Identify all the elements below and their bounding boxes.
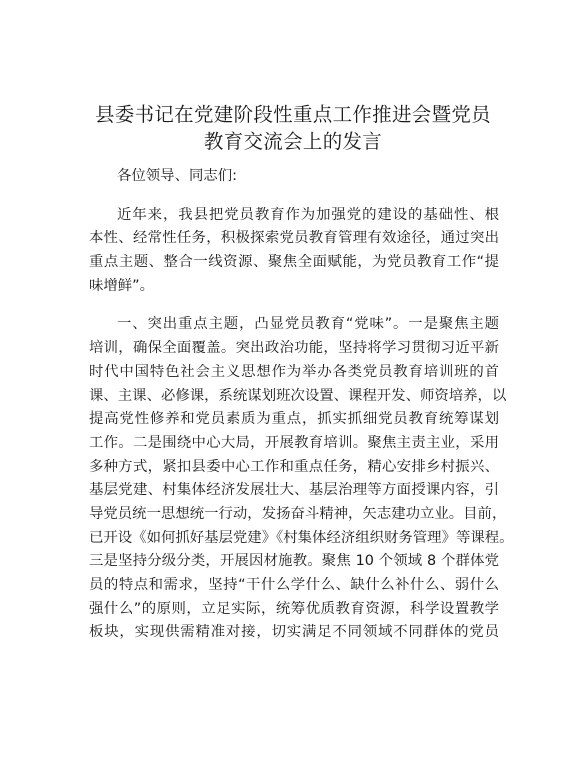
paragraph-2-line-11: 三是坚持分级分类，开展因材施教。聚焦 10 个领域 8 个群体党 (89, 553, 499, 570)
paragraph-gap (89, 298, 499, 313)
paragraph-gap (89, 189, 499, 204)
paragraph-2-line-2: 培训，确保全面覆盖。突出政治功能，坚持将学习贯彻习近平新 (89, 340, 499, 357)
paragraph-2-line-7: 多种方式，紧扣县委中心工作和重点任务，精心安排乡村振兴、 (89, 458, 499, 475)
title-line-1: 县委书记在党建阶段性重点工作推进会暨党员 (94, 103, 491, 126)
salutation: 各位领导、同志们: (117, 168, 237, 184)
document-body (89, 165, 514, 645)
paragraph-2-line-3: 时代中国特色社会主义思想作为举办各类党员教育培训班的首 (89, 363, 499, 380)
paragraph-1-line-4: 味增鲜”。 (89, 277, 155, 294)
paragraph-2-line-8: 基层党建、村集体经济发展壮大、基层治理等方面授课内容，引 (89, 482, 499, 499)
paragraph-1-line-2: 本性、经常性任务，积极探索党员教育管理有效途径，通过突出 (89, 230, 499, 247)
document-title (82, 101, 504, 155)
paragraph-2-line-6: 工作。二是围绕中心大局，开展教育培训。聚焦主责主业，采用 (89, 434, 499, 451)
paragraph-2-line-5: 提高党性修养和党员素质为重点，抓实抓细党员教育统筹谋划 (89, 411, 499, 428)
paragraph-1-line-3: 重点主题、整合一线资源、聚焦全面赋能，为党员教育工作“提 (89, 254, 499, 271)
paragraph-2-line-13: 强什么”的原则，立足实际，统筹优质教育资源，科学设置教学 (89, 600, 499, 617)
paragraph-2-line-12: 员的特点和需求，坚持“干什么学什么、缺什么补什么、弱什么 (89, 577, 499, 593)
paragraph-2-line-10: 已开设《如何抓好基层党建》《村集体经济组织财务管理》等课程。 (89, 529, 514, 546)
paragraph-2 (89, 313, 514, 645)
paragraph-2-line-1: 一、突出重点主题，凸显党员教育“党味”。一是聚焦主题 (117, 316, 499, 333)
paragraph-2-line-14: 板块，实现供需精准对接，切实满足不同领域不同群体的党员 (89, 624, 499, 641)
title-line-2: 教育交流会上的发言 (203, 130, 383, 153)
paragraph-2-line-4: 课、主课、必修课，系统谋划班次设置、课程开发、师资培养，以 (89, 387, 507, 404)
paragraph-1 (89, 204, 499, 299)
paragraph-1-line-1: 近年来，我县把党员教育作为加强党的建设的基础性、根 (117, 206, 499, 223)
paragraph-2-line-9: 导党员统一思想统一行动，发扬奋斗精神，矢志建功立业。目前， (89, 505, 507, 522)
